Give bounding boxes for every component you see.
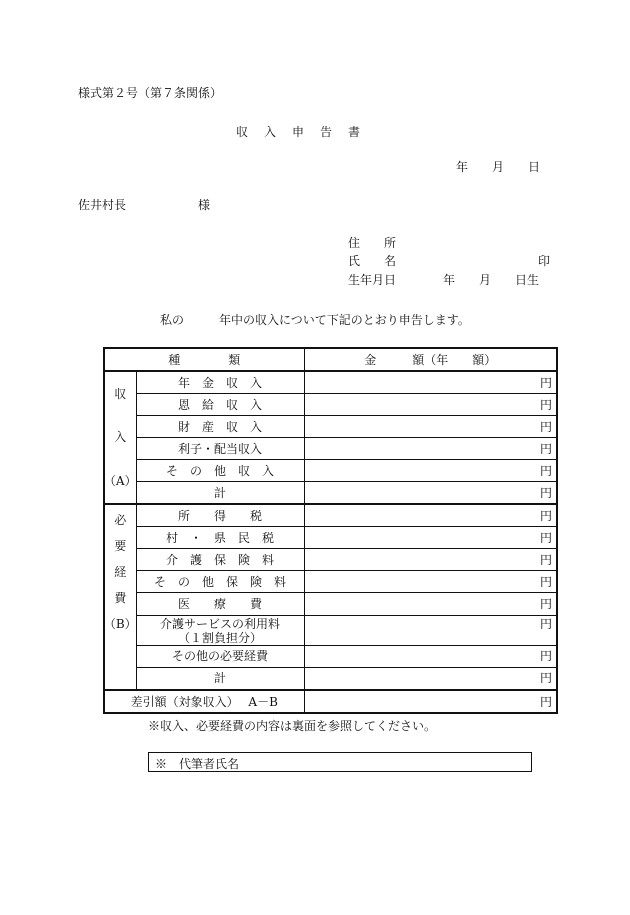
- income-property-label: 財 産 収 入: [136, 416, 304, 438]
- income-property-amount[interactable]: 円: [304, 416, 557, 438]
- birthdate-fields: 年 月 日生: [443, 273, 540, 287]
- document-title: 収 入 申 告 書: [236, 125, 363, 139]
- expense-medical-amount[interactable]: 円: [304, 593, 557, 615]
- expense-group-label: 必 要 経 費 （B）: [104, 504, 136, 690]
- seal-mark: 印: [538, 254, 551, 268]
- addressee: 佐井村長 様: [78, 198, 211, 212]
- income-pension-label: 年 金 収 入: [136, 371, 304, 394]
- intro-suffix: 年中の収入について下記のとおり申告します。: [219, 313, 470, 327]
- income-total-amount[interactable]: 円: [304, 482, 557, 505]
- header-amount: 金 額（年 額）: [304, 348, 557, 371]
- name-label: 氏 名: [348, 254, 397, 268]
- income-total-label: 計: [136, 482, 304, 505]
- date-line: 年 月 日: [456, 160, 541, 174]
- income-other-label: そ の 他 収 入: [136, 460, 304, 482]
- expense-total-label: 計: [136, 667, 304, 690]
- expense-care-insurance-amount[interactable]: 円: [304, 549, 557, 571]
- expense-income-tax-amount[interactable]: 円: [304, 504, 557, 527]
- header-type: 種 類: [104, 348, 304, 371]
- intro-prefix: 私の: [160, 313, 185, 327]
- expense-other-insurance-amount[interactable]: 円: [304, 571, 557, 593]
- expense-care-service-amount[interactable]: 円: [304, 615, 557, 645]
- income-declaration-table: [103, 347, 558, 714]
- income-pension-amount[interactable]: 円: [304, 371, 557, 394]
- expense-other-amount[interactable]: 円: [304, 645, 557, 667]
- income-other-amount[interactable]: 円: [304, 460, 557, 482]
- expense-resident-tax-label: 村 ・ 県 民 税: [136, 527, 304, 549]
- income-interest-label: 利子・配当収入: [136, 438, 304, 460]
- birthdate-label: 生年月日: [348, 273, 397, 287]
- income-group-label: 収 入 （A）: [104, 371, 136, 504]
- form-number: 様式第２号（第７条関係）: [78, 86, 223, 100]
- address-label: 住 所: [348, 236, 397, 250]
- expense-other-label: その他の必要経費: [136, 645, 304, 667]
- expense-resident-tax-amount[interactable]: 円: [304, 527, 557, 549]
- expense-income-tax-label: 所 得 税: [136, 504, 304, 527]
- expense-care-service-label: 介護サービスの利用料 （１割負担分）: [136, 615, 304, 645]
- expense-other-insurance-label: そ の 他 保 険 料: [136, 571, 304, 593]
- proxy-writer-box[interactable]: [148, 752, 532, 772]
- expense-care-insurance-label: 介 護 保 険 料: [136, 549, 304, 571]
- income-interest-amount[interactable]: 円: [304, 438, 557, 460]
- income-onkyu-amount[interactable]: 円: [304, 394, 557, 416]
- income-onkyu-label: 恩 給 収 入: [136, 394, 304, 416]
- net-income-amount[interactable]: 円: [304, 690, 557, 713]
- proxy-writer-label: ※ 代筆者氏名: [155, 757, 240, 771]
- expense-medical-label: 医 療 費: [136, 593, 304, 615]
- reverse-side-note: ※収入、必要経費の内容は裏面を参照してください。: [148, 719, 437, 733]
- expense-total-amount[interactable]: 円: [304, 667, 557, 690]
- net-income-label: 差引額（対象収入） A－B: [104, 690, 304, 713]
